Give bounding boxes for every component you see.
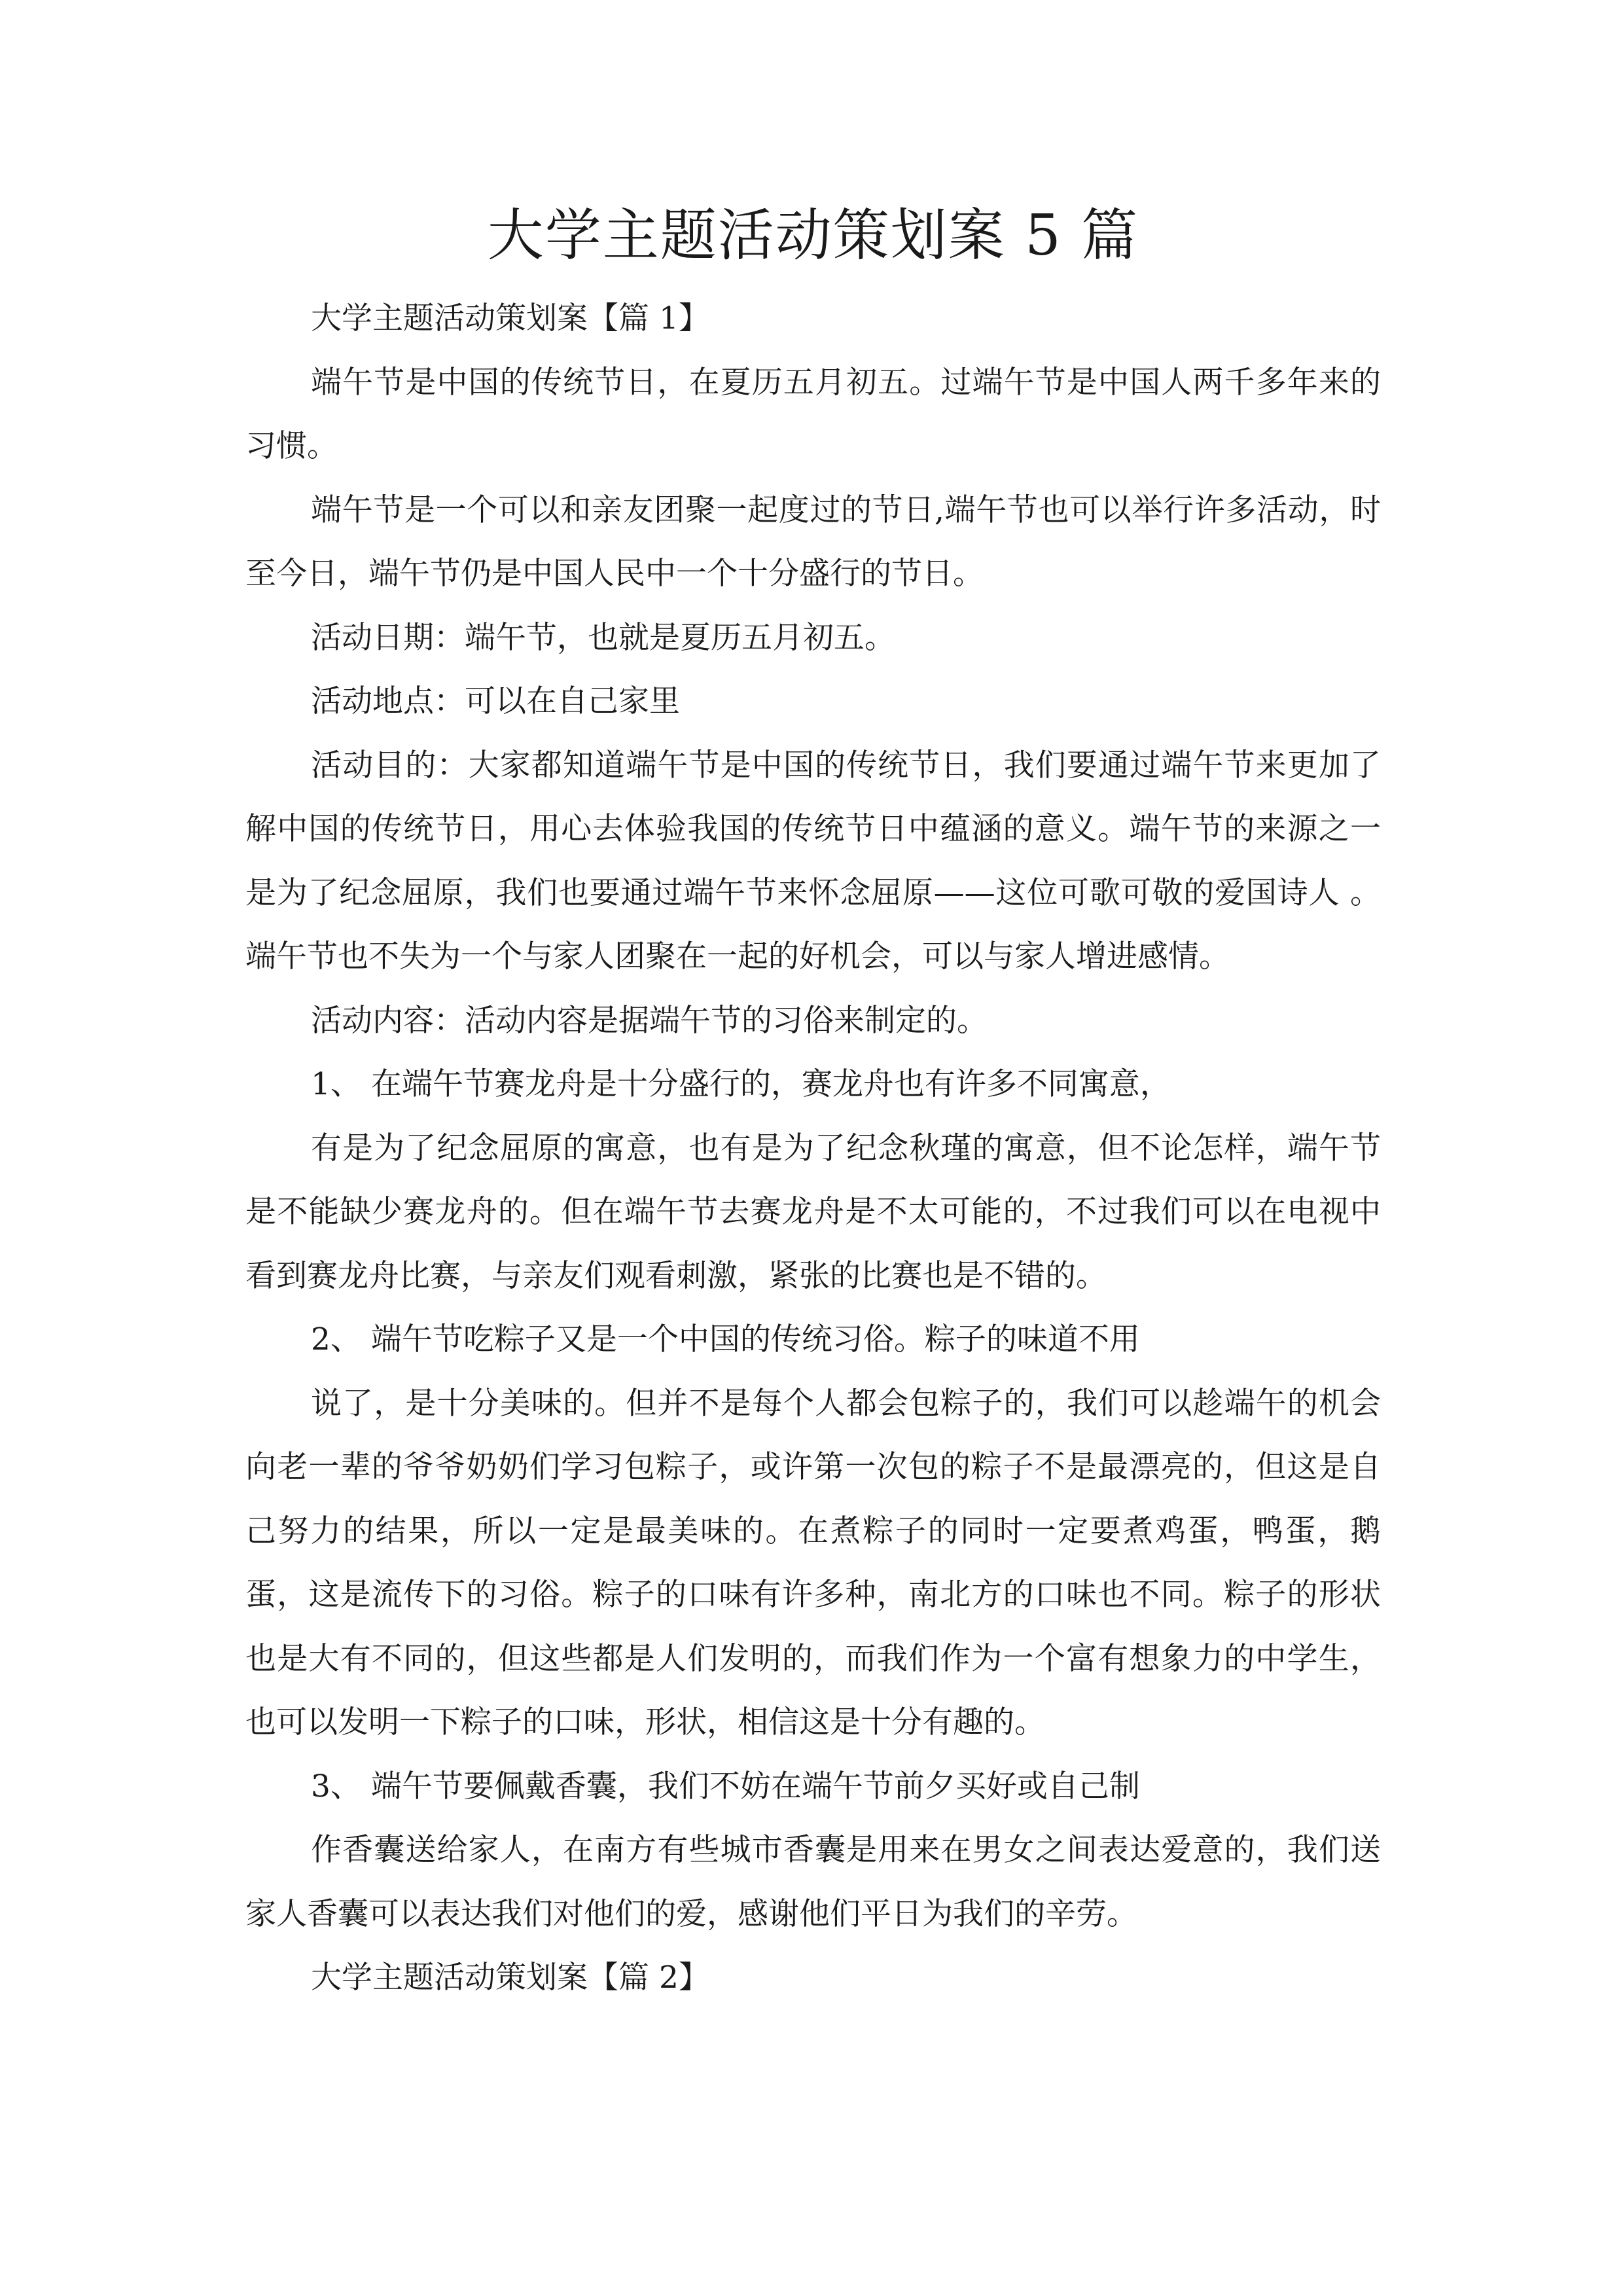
paragraph-activity-date: 活动日期：端午节，也就是夏历五月初五。	[311, 619, 895, 656]
paragraph: 端午节是一个可以和亲友团聚一起度过的节日,端午节也可以举行许多活动，时至今日，端午节仍是中国人民中一个十分盛行的节日。	[245, 492, 1381, 592]
paragraph: 作香囊送给家人，在南方有些城市香囊是用来在男女之间表达爱意的，我们送家人香囊可以表达我们对他们的爱，感谢他们平日为我们的辛劳。	[245, 1832, 1381, 1932]
paragraph: 端午节是中国的传统节日，在夏历五月初五。过端午节是中国人两千多年来的习惯。	[245, 364, 1381, 464]
section-heading-2: 大学主题活动策划案【篇 2】	[311, 1960, 709, 1996]
document-title: 大学主题活动策划案 5 篇	[487, 203, 1139, 268]
list-item-3: 3、 端午节要佩戴香囊，我们不妨在端午节前夕买好或自己制	[311, 1768, 1140, 1804]
list-item-2: 2、 端午节吃粽子又是一个中国的传统习俗。粽子的味道不用	[311, 1321, 1140, 1357]
paragraph-activity-content: 活动内容：活动内容是据端午节的习俗来制定的。	[311, 1002, 988, 1039]
paragraph-activity-location: 活动地点：可以在自己家里	[311, 683, 680, 719]
section-heading-1: 大学主题活动策划案【篇 1】	[311, 300, 709, 336]
paragraph-activity-purpose: 活动目的：大家都知道端午节是中国的传统节日，我们要通过端午节来更加了解中国的传统节日，用心去体验我国的传统节日中蕴涵的意义。端午节的来源之一是为了纪念屈原，我们也要通过端午节来怀念屈原——这位可歌可敬的爱国诗人 。端午节也不失为一个与家人团聚在一起的好机会，可以与家人增进感情。	[245, 747, 1381, 975]
document-page	[245, 196, 1381, 2010]
list-item-1: 1、 在端午节赛龙舟是十分盛行的，赛龙舟也有许多不同寓意，	[311, 1066, 1171, 1102]
paragraph: 说了，是十分美味的。但并不是每个人都会包粽子的，我们可以趁端午的机会向老一辈的爷爷奶奶们学习包粽子，或许第一次包的粽子不是最漂亮的，但这是自己努力的结果，所以一定是最美味的。在煮粽子的同时一定要煮鸡蛋，鸭蛋，鹅蛋，这是流传下的习俗。粽子的口味有许多种，南北方的口味也不同。粽子的形状也是大有不同的，但这些都是人们发明的，而我们作为一个富有想象力的中学生，也可以发明一下粽子的口味，形状，相信这是十分有趣的。	[245, 1385, 1381, 1740]
paragraph: 有是为了纪念屈原的寓意，也有是为了纪念秋瑾的寓意，但不论怎样，端午节是不能缺少赛龙舟的。但在端午节去赛龙舟是不太可能的，不过我们可以在电视中看到赛龙舟比赛，与亲友们观看刺激，紧张的比赛也是不错的。	[245, 1130, 1381, 1294]
